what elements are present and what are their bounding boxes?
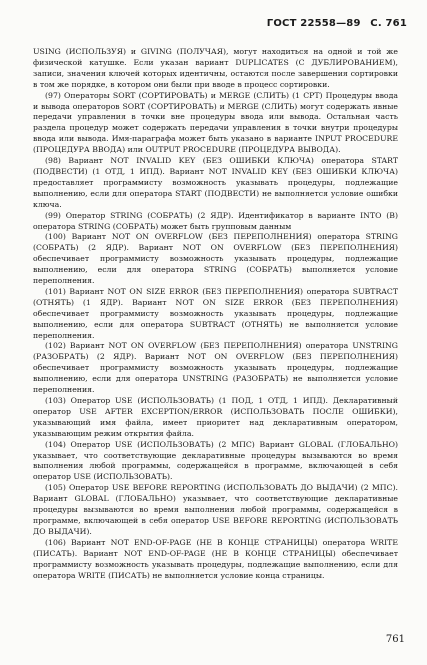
- paragraph: (98) Вариант NOT INVALID KEY (БЕЗ ОШИБКИ КЛЮЧА) оператора START (ПОДВЕСТИ) (1 ОТД, 1 ИПД). Вариант NOT INVALID KEY (БЕЗ ОШИБКИ КЛЮЧА) предоставляет программисту возможность указывать процедуры, подлежащие выполнению, если для оператора START (ПОДВЕСТИ) не выполняется условие ошибки ключа.: [33, 156, 398, 209]
- paragraph: USING (ИСПОЛЬЗУЯ) и GIVING (ПОЛУЧАЯ), могут находиться на одной и той же физической катушке. Если указан вариант DUPLICATES (С ДУБЛИРОВАНИЕМ), записи, значения ключей которых идентичны, остаются после завершения сортировки в том же порядке, в котором они были при вводе в процесс сортировки.: [33, 47, 398, 89]
- paragraph: (99) Оператор STRING (СОБРАТЬ) (2 ЯДР). Идентификатор в варианте INTO (В) оператора STRING (СОБРАТЬ) может быть групповым данным: [33, 210, 398, 231]
- paragraph: (101) Вариант NOT ON SIZE ERROR (БЕЗ ПЕРЕПОЛНЕНИЯ) оператора SUBTRACT (ОТНЯТЬ) (1 ЯДР). Вариант NOT ON SIZE ERROR (БЕЗ ПЕРЕПОЛНЕНИЯ) обеспечивает программисту возможность указывать процедуры, подлежащие выполнению, если для оператора SUBTRACT (ОТНЯТЬ) не выполняется условие переполнения.: [33, 286, 398, 340]
- paragraph: (104) Оператор USE (ИСПОЛЬЗОВАТЬ) (2 МПС) Вариант GLOBAL (ГЛОБАЛЬНО) указывает, что соответствующие декларативные процедуры вызываются во время выполнения любой программы, содержащейся в программе, включающей в себя оператор USE (ИСПОЛЬЗОВАТЬ).: [33, 439, 398, 482]
- page-header: [261, 18, 407, 29]
- paragraph: (102) Вариант NOT ON OVERFLOW (БЕЗ ПЕРЕПОЛНЕНИЯ) оператора UNSTRING (РАЗОБРАТЬ) (2 ЯДР). Вариант NOT ON OVERFLOW (БЕЗ ПЕРЕПОЛНЕНИЯ) обеспечивает программисту возможность указывать процедуры, подлежащие выполнению, если для оператора UNSTRING (РАЗОБРАТЬ) не выполняется условие переполнения.: [33, 341, 398, 395]
- paragraph: (105) Оператор USE BEFORE REPORTING (ИСПОЛЬЗОВАТЬ ДО ВЫДАЧИ) (2 МПС). Вариант GLOBAL (ГЛОБАЛЬНО) указывает, что соответствующие декларативные процедуры вызываются во время выполнения любой программы, содержащейся в программе, включающей в себя оператор USE BEFORE REPORTING (ИСПОЛЬЗОВАТЬ ДО ВЫДАЧИ).: [33, 483, 398, 536]
- paragraph: (97) Операторы SORT (СОРТИРОВАТЬ) и MERGE (СЛИТЬ) (1 СРТ) Процедуры ввода и вывода операторов SORT (СОРТИРОВАТЬ) и MERGE (СЛИТЬ) могут содержать явные передачи управления в точки вне процедуры ввода или вывода. Остальная часть раздела процедур может содержать передачи управления в точки внутри процедуры ввода или вывода. Имя-параграфа может быть указано в варианте INPUT PROCEDURE (ПРОЦЕДУРА ВВОДА) или OUTPUT PROCEDURE (ПРОЦЕДУРА ВЫВОДА).: [33, 90, 398, 155]
- document-body: [33, 47, 398, 581]
- page-number: 761: [385, 634, 405, 645]
- standard-title: ГОСТ 22558—89: [266, 18, 361, 29]
- paragraph: (103) Оператор USE (ИСПОЛЬЗОВАТЬ) (1 ПОД, 1 ОТД, 1 ИПД). Декларативный оператор USE AFTER EXCEPTION/ERROR (ИСПОЛЬЗОВАТЬ ПОСЛЕ ОШИБКИ), указывающий имя файла, имеет приоритет над декларативным оператором, указывающим режим открытия файла.: [33, 396, 398, 438]
- paragraph: (106) Вариант NOT END-OF-PAGE (НЕ В КОНЦЕ СТРАНИЦЫ) оператора WRITE (ПИСАТЬ). Вариант NOT END-OF-PAGE (НЕ В КОНЦЕ СТРАНИЦЫ) обеспечивает программисту возможность указывать процедуры, подлежащие выполнению, если для оператора WRITE (ПИСАТЬ) не выполняется условие конца страницы.: [33, 537, 398, 580]
- paragraph: (100) Вариант NOT ON OVERFLOW (БЕЗ ПЕРЕПОЛНЕНИЯ) оператора STRING (СОБРАТЬ) (2 ЯДР). Вариант NOT ON OVERFLOW (БЕЗ ПЕРЕПОЛНЕНИЯ) обеспечивает программисту возможность указывать процедуры, подлежащие выполнению, если для оператора STRING (СОБРАТЬ) выполняется условие переполнения.: [33, 232, 398, 286]
- page-label: С. 761: [370, 18, 407, 29]
